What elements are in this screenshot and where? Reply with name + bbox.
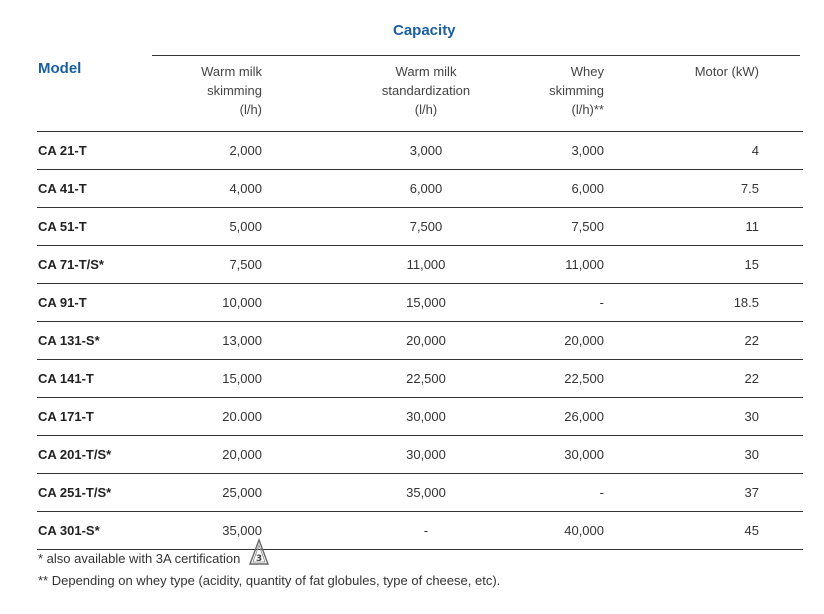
warm-skimming-cell: 7,500 — [229, 257, 262, 272]
motor-cell: 22 — [744, 333, 759, 348]
capacity-rule — [152, 55, 800, 56]
footnote-3a: * also available with 3A certification — [38, 551, 241, 566]
table-row — [0, 322, 824, 360]
whey-skimming-cell: 30,000 — [564, 447, 604, 462]
col-header-warm-skimming: Warm milk skimming (l/h) — [201, 64, 262, 117]
warm-standardization-cell: 15,000 — [406, 295, 446, 310]
motor-cell: 30 — [744, 409, 759, 424]
model-cell: CA 131-S* — [38, 333, 100, 348]
model-header: Model — [38, 60, 82, 77]
whey-skimming-cell: 26,000 — [564, 409, 604, 424]
footnotes — [38, 546, 500, 590]
whey-skimming-cell: 20,000 — [564, 333, 604, 348]
table-row — [0, 512, 824, 550]
motor-cell: 11 — [745, 219, 759, 234]
model-cell: CA 301-S* — [38, 523, 100, 538]
table-row — [0, 398, 824, 436]
model-cell: CA 201-T/S* — [38, 447, 112, 462]
col-header-whey-skimming: Whey skimming (l/h)** — [549, 64, 604, 117]
motor-cell: 18.5 — [733, 295, 759, 310]
3a-certification-icon — [248, 538, 270, 571]
motor-cell: 30 — [744, 447, 759, 462]
table-row — [0, 474, 824, 512]
motor-cell: 22 — [744, 371, 759, 386]
warm-skimming-cell: 13,000 — [222, 333, 262, 348]
col-header-motor: Motor (kW) — [694, 64, 759, 79]
warm-skimming-cell: 25,000 — [222, 485, 262, 500]
motor-cell: 45 — [744, 523, 759, 538]
table-row — [0, 436, 824, 474]
motor-cell: 7.5 — [740, 181, 759, 196]
model-cell: CA 141-T — [38, 371, 94, 386]
table-row — [0, 170, 824, 208]
col-header-warm-standardization: Warm milk standardization (l/h) — [381, 64, 471, 117]
table-row — [0, 284, 824, 322]
warm-standardization-cell: 11,000 — [406, 257, 446, 272]
warm-skimming-cell: 35,000 — [222, 523, 262, 538]
model-cell: CA 41-T — [38, 181, 87, 196]
warm-skimming-cell: 15,000 — [222, 371, 262, 386]
table-row — [0, 132, 824, 170]
whey-skimming-cell: 22,500 — [564, 371, 604, 386]
warm-standardization-cell: 35,000 — [406, 485, 446, 500]
warm-skimming-cell: 4,000 — [229, 181, 262, 196]
model-cell: CA 21-T — [38, 143, 87, 158]
motor-cell: 15 — [744, 257, 759, 272]
whey-skimming-cell: 11,000 — [565, 257, 604, 272]
warm-standardization-cell: 30,000 — [406, 447, 446, 462]
model-cell: CA 91-T — [38, 295, 87, 310]
whey-skimming-cell: 7,500 — [571, 219, 604, 234]
table-row — [0, 208, 824, 246]
warm-standardization-cell: 20,000 — [406, 333, 446, 348]
warm-skimming-cell: 5,000 — [229, 219, 262, 234]
warm-skimming-cell: 10,000 — [222, 295, 262, 310]
model-cell: CA 251-T/S* — [38, 485, 112, 500]
warm-standardization-cell: 30,000 — [406, 409, 446, 424]
model-cell: CA 51-T — [38, 219, 87, 234]
model-cell: CA 171-T — [38, 409, 94, 424]
capacity-title: Capacity — [393, 22, 456, 39]
motor-cell: 4 — [751, 143, 759, 158]
whey-skimming-cell: - — [599, 485, 604, 500]
whey-skimming-cell: - — [599, 295, 604, 310]
warm-skimming-cell: 20,000 — [222, 447, 262, 462]
warm-standardization-cell: 3,000 — [409, 143, 443, 158]
warm-standardization-cell: 6,000 — [409, 181, 443, 196]
warm-standardization-cell: 7,500 — [409, 219, 443, 234]
svg-text:3: 3 — [256, 554, 263, 564]
warm-skimming-cell: 20.000 — [222, 409, 262, 424]
warm-standardization-cell: 22,500 — [406, 371, 446, 386]
whey-skimming-cell: 6,000 — [571, 181, 604, 196]
warm-skimming-cell: 2,000 — [229, 143, 262, 158]
whey-skimming-cell: 40,000 — [564, 523, 604, 538]
table-row — [0, 246, 824, 284]
footnote-whey: ** Depending on whey type (acidity, quantity of fat globules, type of cheese, etc). — [38, 573, 501, 588]
motor-cell: 37 — [744, 485, 759, 500]
whey-skimming-cell: 3,000 — [571, 143, 604, 158]
table-row — [0, 360, 824, 398]
model-cell: CA 71-T/S* — [38, 257, 104, 272]
warm-standardization-cell: - — [423, 523, 429, 538]
